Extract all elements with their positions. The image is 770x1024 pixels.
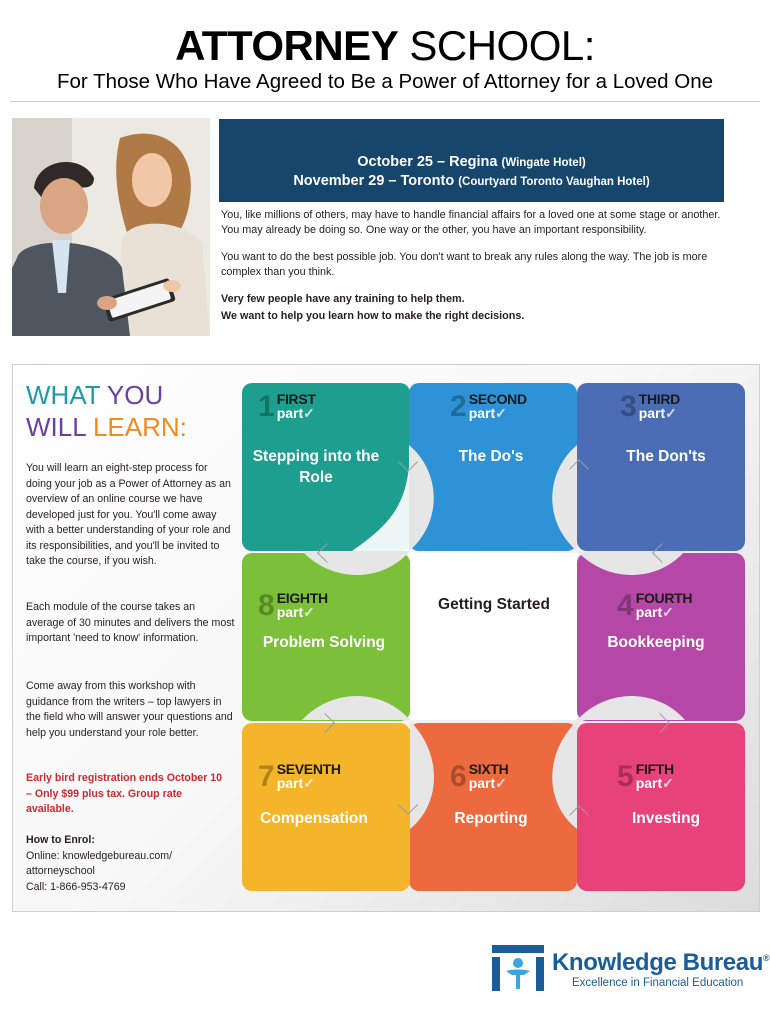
couple-photo [12, 118, 210, 336]
part-badge-8: 8 EIGHTH part✓ [258, 589, 328, 622]
intro-bold-2: We want to help you learn how to make the right decisions. [221, 310, 525, 322]
getting-started-label: Getting Started [438, 596, 550, 613]
check-icon: ✓ [665, 405, 677, 421]
part-badge-4: 4 FOURTH part✓ [617, 589, 693, 622]
learn-paragraph-3: Come away from this workshop with guidance from the writers – top lawyers in the field who will answer your questions and help you understand your role better. [26, 680, 233, 739]
intro-paragraph-2: You want to do the best possible job. You don't want to break any rules along the way. The job is more complex than you think. [221, 251, 708, 278]
check-icon: ✓ [495, 405, 507, 421]
intro-text [221, 208, 726, 326]
intro-bold-1: Very few people have any training to help them. [221, 293, 465, 305]
part-label-1: Stepping into the Role [252, 448, 380, 486]
couple-photo-illustration [12, 118, 210, 336]
intro-paragraph-1: You, like millions of others, may have to handle financial affairs for a loved one at some stage or another. You may already be doing so. One way or the other, you have an important responsibility. [221, 209, 721, 236]
enrol-info [26, 833, 236, 895]
part-label-3: The Don'ts [626, 448, 706, 465]
part-badge-2: 2 SECOND part✓ [450, 390, 527, 423]
part-label-8: Problem Solving [262, 634, 386, 651]
title-light: SCHOOL: [409, 22, 595, 69]
check-icon: ✓ [662, 604, 674, 620]
logo-tagline: Excellence in Financial Education [572, 977, 744, 989]
part-label-4: Bookkeeping [607, 634, 705, 651]
part-label-7: Compensation [260, 810, 368, 827]
check-icon: ✓ [495, 775, 507, 791]
part-label-5: Investing [631, 810, 701, 827]
check-icon: ✓ [662, 775, 674, 791]
page-subtitle: For Those Who Have Agreed to Be a Power of Attorney for a Loved One [57, 70, 713, 93]
enrol-phone[interactable]: Call: 1-866-953-4769 [26, 880, 126, 893]
knowledge-bureau-logo [490, 943, 770, 993]
page-title [0, 22, 770, 70]
early-bird-notice: Early bird registration ends October 10 – Only $99 plus tax. Group rate available. [26, 772, 223, 815]
header-divider [10, 101, 760, 102]
part-badge-5: 5 FIFTH part✓ [617, 760, 674, 793]
knowledge-bureau-logo-icon [490, 943, 546, 993]
what-you-will-learn-heading: WHAT YOU WILL LEARN: [26, 380, 187, 442]
check-icon: ✓ [303, 405, 315, 421]
event-date-regina: October 25 – Regina (Wingate Hotel) [357, 154, 586, 170]
part-badge-6: 6 SIXTH part✓ [450, 760, 509, 793]
part-badge-1: 1 FIRST part✓ [258, 390, 316, 423]
part-badge-3: 3 THIRD part✓ [620, 390, 680, 423]
title-bold: ATTORNEY [175, 22, 399, 69]
event-date-toronto: November 29 – Toronto (Courtyard Toronto Vaughan Hotel) [293, 173, 650, 189]
part-label-2: The Do's [458, 448, 524, 465]
check-icon: ✓ [303, 604, 315, 620]
logo-name: Knowledge Bureau® [552, 949, 770, 976]
enrol-heading: How to Enrol: [26, 834, 95, 846]
enrol-online-link[interactable]: Online: knowledgebureau.com/ attorneyschool [26, 849, 173, 877]
learn-paragraph-2: Each module of the course takes an average of 30 minutes and delivers the most important 'need to know' information. [26, 601, 235, 644]
part-label-6: Reporting [454, 810, 528, 827]
learn-paragraph-1: You will learn an eight-step process for doing your job as a Power of Attorney as an overview of an online course we have developed just for you. You'll come away with a better understanding of your role and its responsibilities, and you'll be invited to take the course, if you wish. [26, 462, 231, 567]
event-dates-box [219, 119, 724, 202]
check-icon: ✓ [303, 775, 315, 791]
part-badge-7: 7 SEVENTH part✓ [258, 760, 341, 793]
